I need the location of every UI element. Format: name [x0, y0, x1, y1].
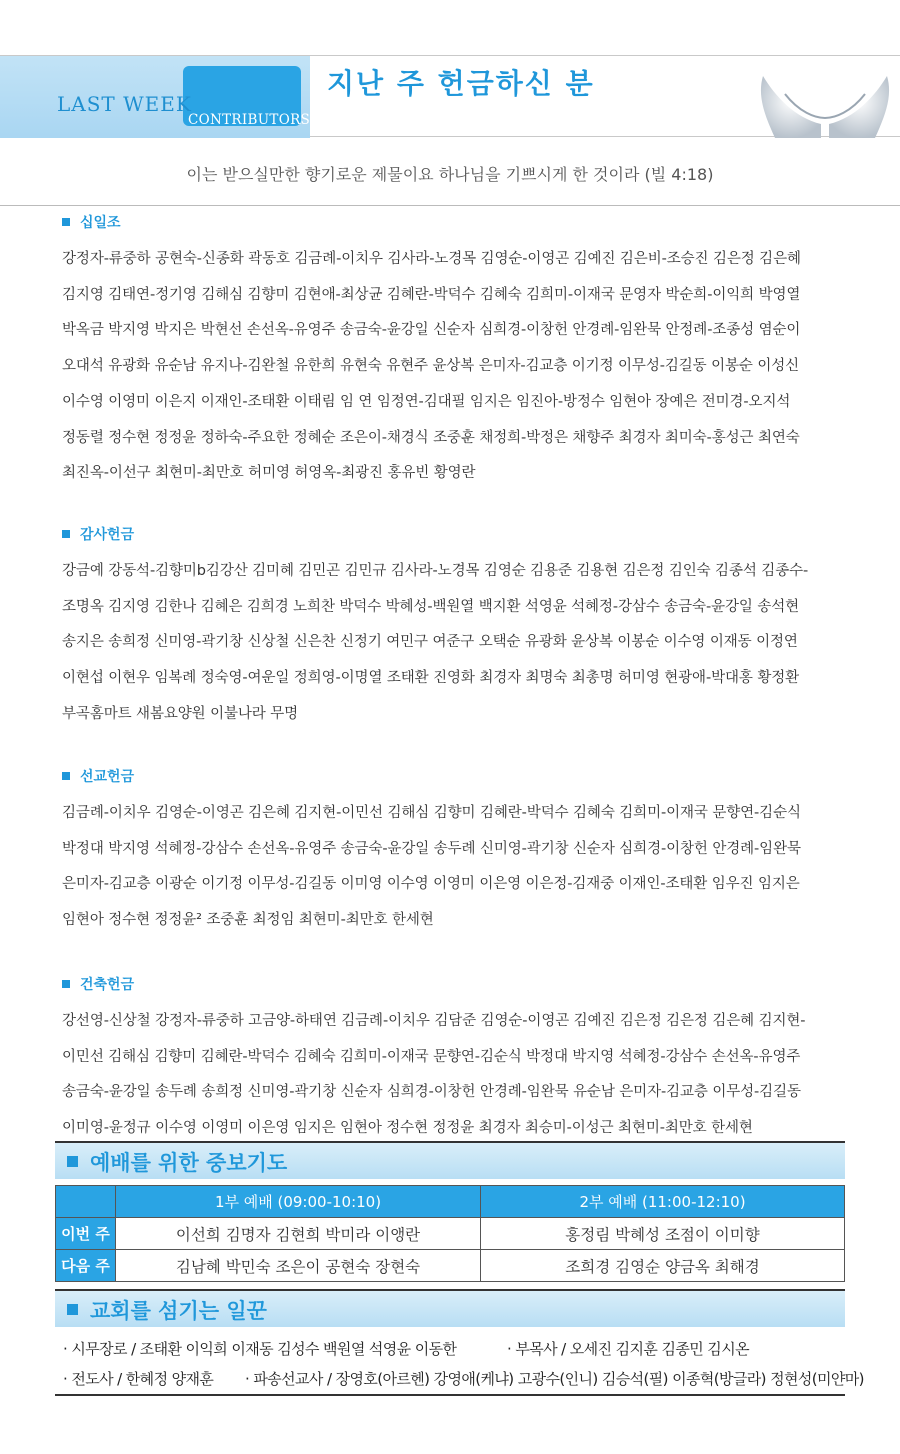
- col-service-1: 1부 예배 (09:00-10:10): [116, 1186, 481, 1218]
- worker-group-elders: · 시무장로 / 조태환 이익희 이재동 김성수 백원열 석영윤 이동한: [63, 1340, 457, 1358]
- contributors-label: CONTRIBUTORS: [188, 112, 311, 128]
- row-label: 다음 주: [56, 1250, 116, 1282]
- square-bullet-icon: [67, 1156, 78, 1167]
- corner-cell: [56, 1186, 116, 1218]
- prayer-title: 예배를 위한 중보기도: [67, 1147, 287, 1177]
- workers-line: [55, 1334, 845, 1364]
- section-title: 감사헌금: [62, 524, 852, 546]
- divider: [55, 1394, 845, 1396]
- prayer-header-bar: [55, 1141, 845, 1179]
- section-building: [62, 974, 852, 1147]
- workers-title: 교회를 섬기는 일꾼: [67, 1295, 267, 1325]
- col-service-2: 2부 예배 (11:00-12:10): [481, 1186, 845, 1218]
- contributor-names: 강선영-신상철 강정자-류중하 고금양-하태연 김금례-이치우 김담준 김영순-이영곤 김예진 김은정 김은정 김은혜 김지현- 이민선 김해심 김향미 김혜란-박덕수 김혜숙 김희미-이재국 문향연-김순식 박정대 박지영 석혜정-강삼수 손선옥-유영주 송금숙-윤강일 송두례 송희정 신미영-곽기창 신순자 심희경-이창헌 안경례-임완묵 유순남 은미자-김교층 이무성-김길동 이미영-윤정규 이수영 이영미 이은영 임지은 임현아 정수현 정정윤 최경자 최승미-이성근 최현미-최만호 한세현: [62, 1013, 806, 1137]
- table-cell: 조희경 김영순 양금옥 최해경: [481, 1250, 845, 1282]
- contributor-names: 강금예 강동석-김향미b김강산 김미혜 김민곤 김민규 김사라-노경목 김영순 김용준 김용현 김은정 김인숙 김종석 김종수- 조명옥 김지영 김한나 김혜은 김희경 노희찬 박덕수 박혜성-백원열 백지환 석영윤 석혜정-강삼수 송금숙-윤강일 송석현 송지은 송희정 신미영-곽기창 신상철 신은찬 신정기 여민구 여준구 오택순 유광화 윤상복 이봉순 이수영 이재동 이정연 이현섭 이현우 임복례 정숙영-여운일 정희영-이명열 조태환 진영화 최경자 최명숙 최총명 허미영 현광애-박대홍 황정환 부곡홈마트 새봄요양원 이불나라 무명: [62, 563, 809, 722]
- square-bullet-icon: [62, 218, 70, 226]
- section-title: 십일조: [62, 212, 852, 234]
- bible-verse: 이는 받으실만한 향기로운 제물이요 하나님을 기쁘시게 한 것이라 (빌 4:18): [186, 165, 714, 184]
- contributor-names: 강정자-류중하 공현숙-신종화 곽동호 김금례-이치우 김사라-노경목 김영순-이영곤 김예진 김은비-조승진 김은정 김은혜 김지영 김태연-정기영 김해심 김향미 김현애-최상균 김혜란-박덕수 김혜숙 김희미-이재국 문영자 박순희-이익희 박영열 박옥금 박지영 박지은 박현선 손선옥-유영주 송금숙-윤강일 신순자 심희경-이창헌 안경례-임완묵 안정례-조종성 염순이 오대석 유광화 유순남 유지나-김완철 유한희 유현숙 유현주 윤상복 은미자-김교층 이기정 이무성-김길동 이봉순 이성신 이수영 이영미 이은지 이재인-조태환 이태림 임 연 임정연-김대필 임지은 임진아-방정수 임현아 장예은 전미경-오지석 정동렬 정수현 정정윤 정하숙-주요한 정혜순 조은이-채경식 조중훈 채정희-박정은 채향주 최경자 최미숙-홍성근 최연숙 최진옥-이선구 최현미-최만호 허미영 허영옥-최광진 홍유빈 황영란: [62, 251, 801, 482]
- last-week-label: LAST WEEK: [57, 92, 192, 116]
- table-header-row: [56, 1186, 845, 1218]
- open-hands-icon: [755, 56, 895, 138]
- prayer-table: [55, 1185, 845, 1282]
- table-row: [56, 1218, 845, 1250]
- worker-group-associate-pastors: · 부목사 / 오세진 김지훈 김종민 김시온: [507, 1340, 749, 1358]
- workers-header-bar: [55, 1289, 845, 1327]
- contributor-names: 김금례-이치우 김영순-이영곤 김은혜 김지현-이민선 김해심 김향미 김혜란-박덕수 김혜숙 김희미-이재국 문향연-김순식 박정대 박지영 석혜정-강삼수 손선옥-유영주 송금숙-윤강일 송두례 신미영-곽기창 신순자 심희경-이창헌 안경례-임완묵 은미자-김교층 이광순 이기정 이무성-김길동 이미영 이수영 이영미 이은영 이은정-김재중 이재인-조태환 임우진 임지은 임현아 정수현 정정윤² 조중훈 최정임 최현미-최만호 한세현: [62, 805, 801, 929]
- section-mission: [62, 766, 852, 939]
- worker-group-evangelists: · 전도사 / 한혜정 양재훈: [63, 1370, 214, 1388]
- worker-group-missionaries: · 파송선교사 / 장영호(아르헨) 강영애(케냐) 고광수(인니) 김승석(필) 이종혁(방글라) 정현성(미얀마): [245, 1370, 864, 1388]
- table-cell: 김남혜 박민숙 조은이 공현숙 장현숙: [116, 1250, 481, 1282]
- section-thanks: [62, 524, 852, 733]
- divider: [0, 205, 900, 206]
- section-tithe: [62, 212, 852, 492]
- workers-list: [55, 1334, 864, 1394]
- table-row: [56, 1250, 845, 1282]
- section-title: 건축헌금: [62, 974, 852, 996]
- table-cell: 이선희 김명자 김현희 박미라 이앵란: [116, 1218, 481, 1250]
- row-label: 이번 주: [56, 1218, 116, 1250]
- page-title: 지난 주 헌금하신 분: [327, 67, 595, 100]
- section-title: 선교헌금: [62, 766, 852, 788]
- page-header: [0, 55, 900, 137]
- square-bullet-icon: [62, 530, 70, 538]
- square-bullet-icon: [62, 980, 70, 988]
- square-bullet-icon: [62, 772, 70, 780]
- workers-line: [55, 1364, 864, 1394]
- table-cell: 홍정림 박혜성 조점이 이미향: [481, 1218, 845, 1250]
- square-bullet-icon: [67, 1304, 78, 1315]
